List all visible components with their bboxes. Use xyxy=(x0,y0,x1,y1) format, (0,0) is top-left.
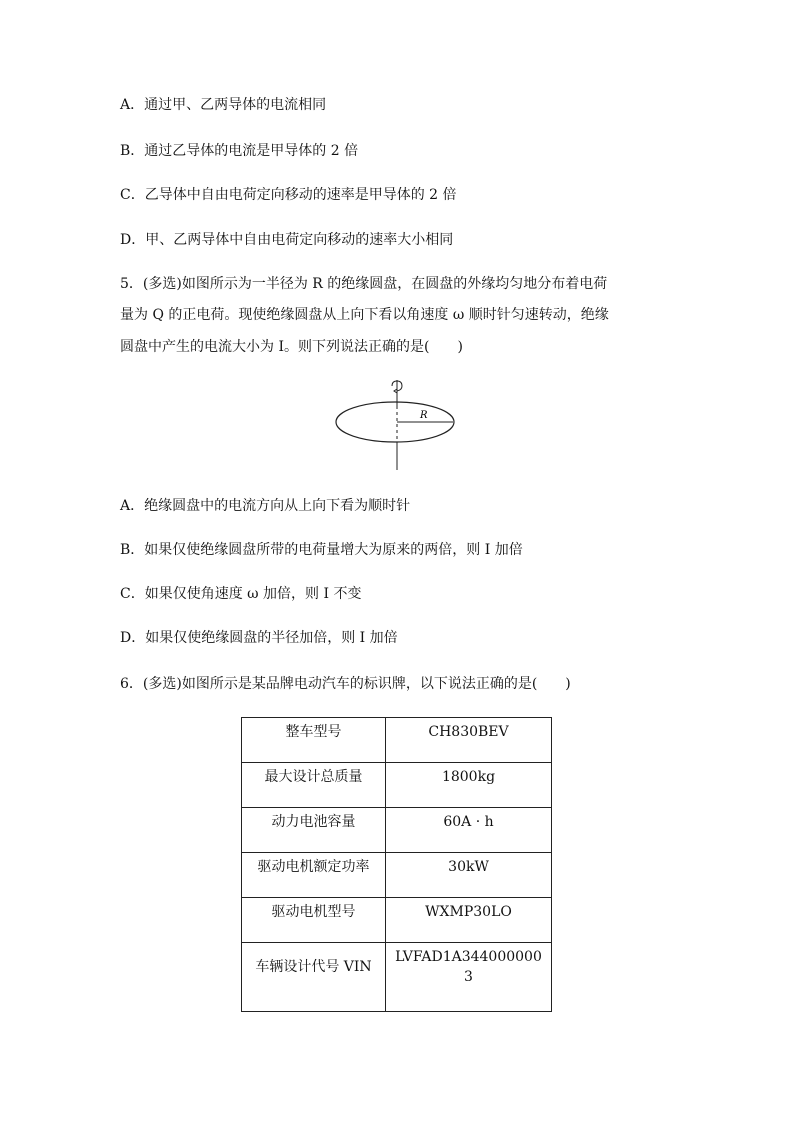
rotating-disk-diagram xyxy=(330,378,460,473)
table-row xyxy=(242,763,552,808)
spec-label: 驱动电机型号 xyxy=(242,898,386,943)
spec-label: 动力电池容量 xyxy=(242,808,386,853)
table-row xyxy=(242,853,552,898)
spec-value: 1800kg xyxy=(386,763,552,808)
q4-option-b: B．通过乙导体的电流是甲导体的 2 倍 xyxy=(120,143,359,159)
table-row xyxy=(242,718,552,763)
table-row xyxy=(242,898,552,943)
q4-option-c: C．乙导体中自由电荷定向移动的速率是甲导体的 2 倍 xyxy=(120,187,457,203)
spec-value: 30kW xyxy=(386,853,552,898)
q6-stem: 6．(多选)如图所示是某品牌电动汽车的标识牌，以下说法正确的是( ) xyxy=(120,676,571,692)
spec-label: 最大设计总质量 xyxy=(242,763,386,808)
spec-value: CH830BEV xyxy=(386,718,552,763)
spec-label: 驱动电机额定功率 xyxy=(242,853,386,898)
q5-option-a: A．绝缘圆盘中的电流方向从上向下看为顺时针 xyxy=(120,498,411,514)
q4-option-a: A．通过甲、乙两导体的电流相同 xyxy=(120,97,327,113)
q5-stem-line-2: 量为 Q 的正电荷。现使绝缘圆盘从上向下看以角速度 ω 顺时针匀速转动，绝缘 xyxy=(120,307,609,323)
table-row xyxy=(242,943,552,1012)
q5-option-b: B．如果仅使绝缘圆盘所带的电荷量增大为原来的两倍，则 I 加倍 xyxy=(120,542,523,558)
table-row xyxy=(242,808,552,853)
spec-value: WXMP30LO xyxy=(386,898,552,943)
q5-stem-line-3: 圆盘中产生的电流大小为 I。则下列说法正确的是( ) xyxy=(120,339,463,355)
spec-value: 60A · h xyxy=(386,808,552,853)
radius-label: R xyxy=(420,410,428,421)
spec-label: 整车型号 xyxy=(242,718,386,763)
q5-option-c: C．如果仅使角速度 ω 加倍，则 I 不变 xyxy=(120,586,362,602)
spec-value: LVFAD1A3440000003 xyxy=(386,943,552,1012)
vehicle-spec-table xyxy=(241,717,552,1012)
q4-option-d: D．甲、乙两导体中自由电荷定向移动的速率大小相同 xyxy=(120,232,454,248)
spec-label: 车辆设计代号 VIN xyxy=(242,943,386,1012)
q5-option-d: D．如果仅使绝缘圆盘的半径加倍，则 I 加倍 xyxy=(120,630,398,646)
q5-stem-line-1: 5．(多选)如图所示为一半径为 R 的绝缘圆盘，在圆盘的外缘均匀地分布着电荷 xyxy=(120,276,608,292)
